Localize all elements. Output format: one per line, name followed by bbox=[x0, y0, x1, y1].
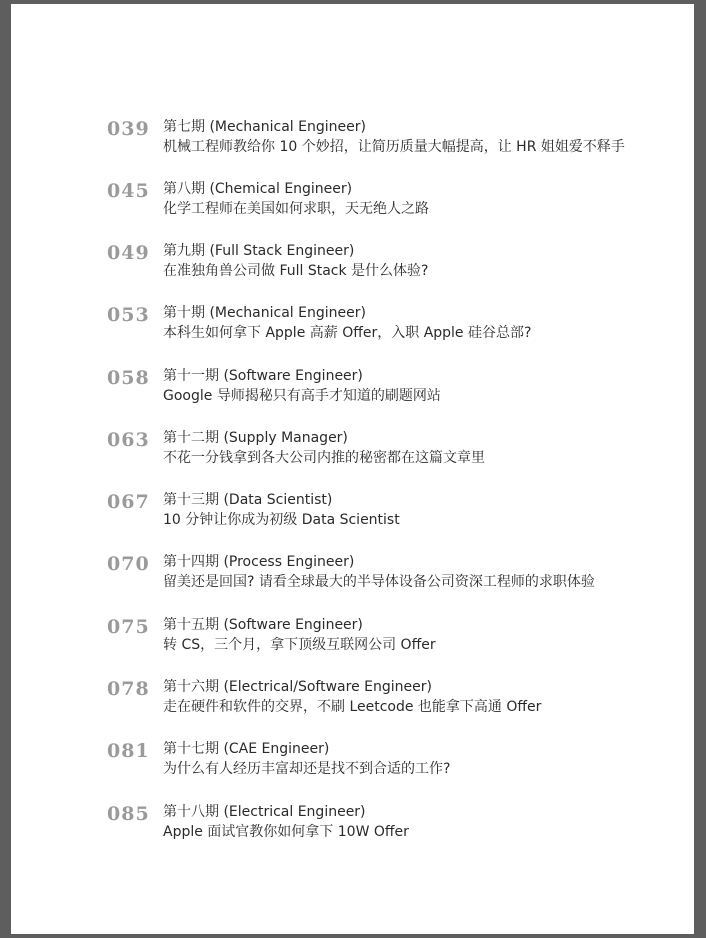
page-number: 070 bbox=[107, 553, 150, 575]
entry-title: 第七期 (Mechanical Engineer) bbox=[163, 119, 366, 135]
page-number: 039 bbox=[107, 118, 150, 140]
toc-entry[interactable] bbox=[11, 739, 694, 783]
entry-title: 第十三期 (Data Scientist) bbox=[163, 492, 333, 508]
toc-entry[interactable] bbox=[11, 428, 694, 472]
page-number: 075 bbox=[107, 616, 150, 638]
toc-entry[interactable] bbox=[11, 241, 694, 285]
toc-entry[interactable] bbox=[11, 552, 694, 596]
page-number: 058 bbox=[107, 367, 150, 389]
entry-subtitle: 10 分钟让你成为初级 Data Scientist bbox=[163, 512, 400, 528]
page-number: 078 bbox=[107, 678, 150, 700]
page-number: 053 bbox=[107, 304, 150, 326]
entry-title: 第十二期 (Supply Manager) bbox=[163, 430, 348, 446]
entry-title: 第十五期 (Software Engineer) bbox=[163, 617, 363, 633]
page-number: 067 bbox=[107, 491, 150, 513]
entry-title: 第十八期 (Electrical Engineer) bbox=[163, 804, 366, 820]
document-page bbox=[11, 4, 694, 934]
entry-subtitle: 化学工程师在美国如何求职，天无绝人之路 bbox=[163, 201, 429, 217]
page-number: 049 bbox=[107, 242, 150, 264]
entry-subtitle: 不花一分钱拿到各大公司内推的秘密都在这篇文章里 bbox=[163, 450, 485, 466]
toc-entry[interactable] bbox=[11, 303, 694, 347]
entry-subtitle: Apple 面试官教你如何拿下 10W Offer bbox=[163, 824, 409, 840]
toc-entry[interactable] bbox=[11, 117, 694, 161]
entry-subtitle: 为什么有人经历丰富却还是找不到合适的工作? bbox=[163, 761, 451, 777]
page-number: 045 bbox=[107, 180, 150, 202]
toc-entry[interactable] bbox=[11, 615, 694, 659]
entry-subtitle: 留美还是回国? 请看全球最大的半导体设备公司资深工程师的求职体验 bbox=[163, 574, 595, 590]
entry-title: 第十七期 (CAE Engineer) bbox=[163, 741, 330, 757]
entry-subtitle: 本科生如何拿下 Apple 高薪 Offer，入职 Apple 硅谷总部? bbox=[163, 325, 532, 341]
entry-title: 第九期 (Full Stack Engineer) bbox=[163, 243, 355, 259]
toc-entry[interactable] bbox=[11, 802, 694, 846]
entry-title: 第十四期 (Process Engineer) bbox=[163, 554, 355, 570]
toc-entry[interactable] bbox=[11, 179, 694, 223]
toc-entry[interactable] bbox=[11, 677, 694, 721]
entry-subtitle: 走在硬件和软件的交界，不刷 Leetcode 也能拿下高通 Offer bbox=[163, 699, 542, 715]
entry-title: 第八期 (Chemical Engineer) bbox=[163, 181, 353, 197]
page-number: 081 bbox=[107, 740, 150, 762]
entry-subtitle: Google 导师揭秘只有高手才知道的刷题网站 bbox=[163, 388, 441, 404]
entry-subtitle: 机械工程师教给你 10 个妙招，让简历质量大幅提高，让 HR 姐姐爱不释手 bbox=[163, 139, 625, 155]
toc-entry[interactable] bbox=[11, 366, 694, 410]
page-number: 063 bbox=[107, 429, 150, 451]
table-of-contents bbox=[11, 4, 694, 934]
entry-title: 第十一期 (Software Engineer) bbox=[163, 368, 363, 384]
entry-title: 第十六期 (Electrical/Software Engineer) bbox=[163, 679, 432, 695]
entry-subtitle: 在准独角兽公司做 Full Stack 是什么体验? bbox=[163, 263, 429, 279]
toc-entry[interactable] bbox=[11, 490, 694, 534]
entry-subtitle: 转 CS，三个月，拿下顶级互联网公司 Offer bbox=[163, 637, 436, 653]
entry-title: 第十期 (Mechanical Engineer) bbox=[163, 305, 366, 321]
page-number: 085 bbox=[107, 803, 150, 825]
